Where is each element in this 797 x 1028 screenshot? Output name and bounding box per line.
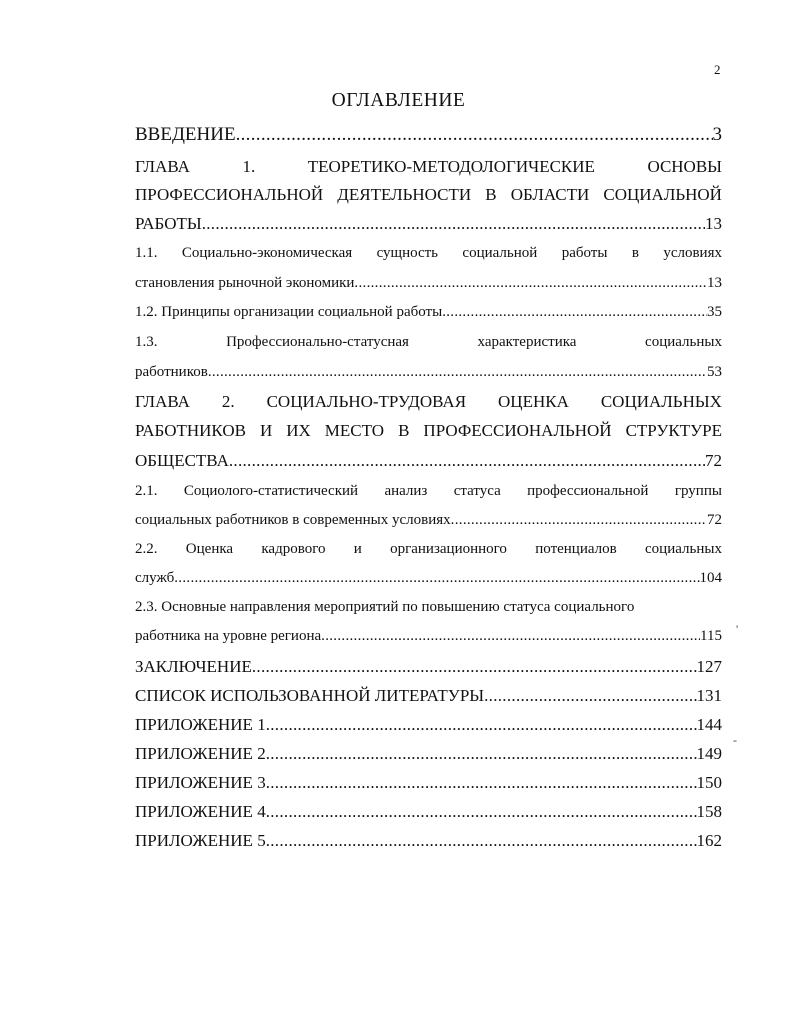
- word: В: [485, 185, 497, 204]
- toc-leader: [321, 628, 700, 645]
- word: работы: [561, 245, 608, 261]
- toc-label: ЗАКЛЮЧЕНИЕ: [135, 657, 252, 676]
- word: РАБОТНИКОВ: [135, 421, 246, 440]
- word: Оценка: [185, 541, 234, 557]
- word: ПРОФЕССИОНАЛЬНОЙ: [135, 185, 324, 204]
- toc-entry-appendix[interactable]: [135, 715, 722, 741]
- scan-speck: -: [733, 733, 737, 747]
- toc-label: работников: [135, 364, 208, 380]
- toc-page: 13: [705, 214, 722, 233]
- toc-leader: [442, 304, 707, 321]
- word: СТРУКТУРЕ: [625, 421, 722, 440]
- toc-leader: [266, 773, 697, 793]
- word: организационного: [390, 541, 507, 557]
- toc-section-2-2-line2[interactable]: [135, 570, 722, 596]
- word: Профессионально-статусная: [226, 334, 409, 350]
- toc-page: 53: [707, 364, 722, 380]
- toc-label: служб: [135, 570, 175, 586]
- word: 2.2.: [135, 541, 158, 557]
- word: условиях: [663, 245, 722, 261]
- word: 1.1.: [135, 245, 158, 261]
- word: Социолого-статистический: [183, 483, 359, 499]
- toc-entry-intro[interactable]: [135, 124, 722, 150]
- toc-page: 131: [696, 686, 722, 705]
- word: ДЕЯТЕЛЬНОСТИ: [337, 185, 472, 204]
- toc-page: 115: [700, 628, 722, 644]
- toc-label: ПРИЛОЖЕНИЕ 1: [135, 715, 266, 734]
- toc-page: 127: [696, 657, 722, 676]
- toc-page: 72: [707, 512, 722, 528]
- word: ТЕОРЕТИКО-МЕТОДОЛОГИЧЕСКИЕ: [307, 157, 595, 176]
- toc-chapter2-line1[interactable]: [135, 392, 722, 418]
- toc-section-1-1-line2[interactable]: [135, 275, 722, 301]
- word: социальных: [645, 334, 722, 350]
- toc-entry-appendix[interactable]: [135, 831, 722, 857]
- word: социальной: [462, 245, 538, 261]
- word: МЕСТО: [324, 421, 385, 440]
- word: и: [353, 541, 362, 557]
- toc-entry-appendix[interactable]: [135, 773, 722, 799]
- toc-label: ПРИЛОЖЕНИЕ 2: [135, 744, 266, 763]
- word: ОЦЕНКА: [498, 392, 569, 411]
- word: 2.: [221, 392, 235, 411]
- toc-leader: [354, 275, 707, 292]
- toc-chapter2-line3[interactable]: [135, 451, 722, 477]
- toc-entry-appendix[interactable]: [135, 802, 722, 828]
- toc-section-2-1-line1[interactable]: [135, 483, 722, 509]
- toc-label: ОБЩЕСТВА: [135, 451, 229, 470]
- toc-page: 158: [696, 802, 722, 821]
- word: характеристика: [477, 334, 577, 350]
- page-title: ОГЛАВЛЕНИЕ: [331, 90, 466, 111]
- word: сущность: [376, 245, 439, 261]
- toc-leader: [202, 214, 705, 234]
- toc-section-1-1-line1[interactable]: [135, 245, 722, 271]
- toc-label: становления рыночной экономики: [135, 275, 355, 291]
- word: И: [259, 421, 273, 440]
- toc-page: 72: [705, 451, 722, 470]
- toc-leader: [208, 364, 707, 381]
- toc-label: работника на уровне региона: [135, 628, 322, 644]
- word: ГЛАВА: [135, 392, 190, 411]
- toc-label: ПРИЛОЖЕНИЕ 3: [135, 773, 266, 792]
- toc-entry-references[interactable]: [135, 686, 722, 712]
- toc-label: ВВЕДЕНИЕ: [135, 124, 236, 145]
- toc-label: ПРИЛОЖЕНИЕ 5: [135, 831, 266, 850]
- toc-label: СПИСОК ИСПОЛЬЗОВАННОЙ ЛИТЕРАТУРЫ: [135, 686, 485, 705]
- toc-leader: [236, 124, 713, 146]
- toc-leader: [484, 686, 696, 706]
- toc-section-2-3-line1[interactable]: [135, 599, 722, 625]
- toc-entry-appendix[interactable]: [135, 744, 722, 770]
- toc-leader: [266, 715, 697, 735]
- toc-page: 104: [699, 570, 722, 586]
- toc-page: 150: [696, 773, 722, 792]
- toc-label: социальных работников в современных условиях: [135, 512, 451, 528]
- word: В: [398, 421, 410, 440]
- word: статуса: [453, 483, 501, 499]
- toc-leader: [229, 451, 705, 471]
- toc-section-1-2[interactable]: [135, 304, 722, 330]
- word: ОБЛАСТИ: [510, 185, 590, 204]
- toc-label: 2.3. Основные направления мероприятий по повышению статуса социального: [135, 599, 635, 615]
- word: группы: [674, 483, 722, 499]
- toc-page: 35: [707, 304, 722, 320]
- word: СОЦИАЛЬНО-ТРУДОВАЯ: [266, 392, 467, 411]
- toc-leader: [451, 512, 707, 529]
- toc-leader: [174, 570, 699, 587]
- toc-entry-conclusion[interactable]: [135, 657, 722, 683]
- toc-label: РАБОТЫ: [135, 214, 202, 233]
- toc-leader: [252, 657, 697, 677]
- toc-page: 149: [696, 744, 722, 763]
- word: ИХ: [286, 421, 311, 440]
- word: социальных: [645, 541, 722, 557]
- toc-page: 3: [712, 124, 722, 145]
- toc-page: 144: [696, 715, 722, 734]
- word: профессиональной: [527, 483, 649, 499]
- toc-section-2-3-line2[interactable]: [135, 628, 722, 654]
- toc-section-2-2-line1[interactable]: [135, 541, 722, 567]
- toc-label: 1.2. Принципы организации социальной работы: [135, 304, 443, 320]
- toc-chapter2-line2[interactable]: [135, 421, 722, 447]
- word: СОЦИАЛЬНЫХ: [600, 392, 722, 411]
- toc-chapter1-line1[interactable]: [135, 157, 722, 183]
- word: в: [631, 245, 639, 261]
- toc-section-1-3-line1[interactable]: [135, 334, 722, 360]
- word: потенциалов: [535, 541, 617, 557]
- toc-leader: [266, 831, 697, 851]
- word: СОЦИАЛЬНОЙ: [603, 185, 722, 204]
- word: кадрового: [261, 541, 326, 557]
- word: ПРОФЕССИОНАЛЬНОЙ: [423, 421, 612, 440]
- toc-section-2-1-line2[interactable]: [135, 512, 722, 538]
- toc-section-1-3-line2[interactable]: [135, 364, 722, 390]
- toc-label: ПРИЛОЖЕНИЕ 4: [135, 802, 266, 821]
- word: 2.1.: [135, 483, 158, 499]
- toc-leader: [266, 744, 697, 764]
- word: 1.: [242, 157, 256, 176]
- word: ГЛАВА: [135, 157, 190, 176]
- toc-chapter1-line3[interactable]: [135, 214, 722, 240]
- word: 1.3.: [135, 334, 158, 350]
- scan-speck: ': [736, 622, 739, 636]
- word: анализ: [384, 483, 428, 499]
- toc-leader: [266, 802, 697, 822]
- toc-chapter1-line2[interactable]: [135, 185, 722, 211]
- toc-page: 13: [707, 275, 722, 291]
- toc-page: 162: [696, 831, 722, 850]
- word: Социально-экономическая: [181, 245, 353, 261]
- word: ОСНОВЫ: [647, 157, 722, 176]
- page-number: 2: [714, 62, 721, 77]
